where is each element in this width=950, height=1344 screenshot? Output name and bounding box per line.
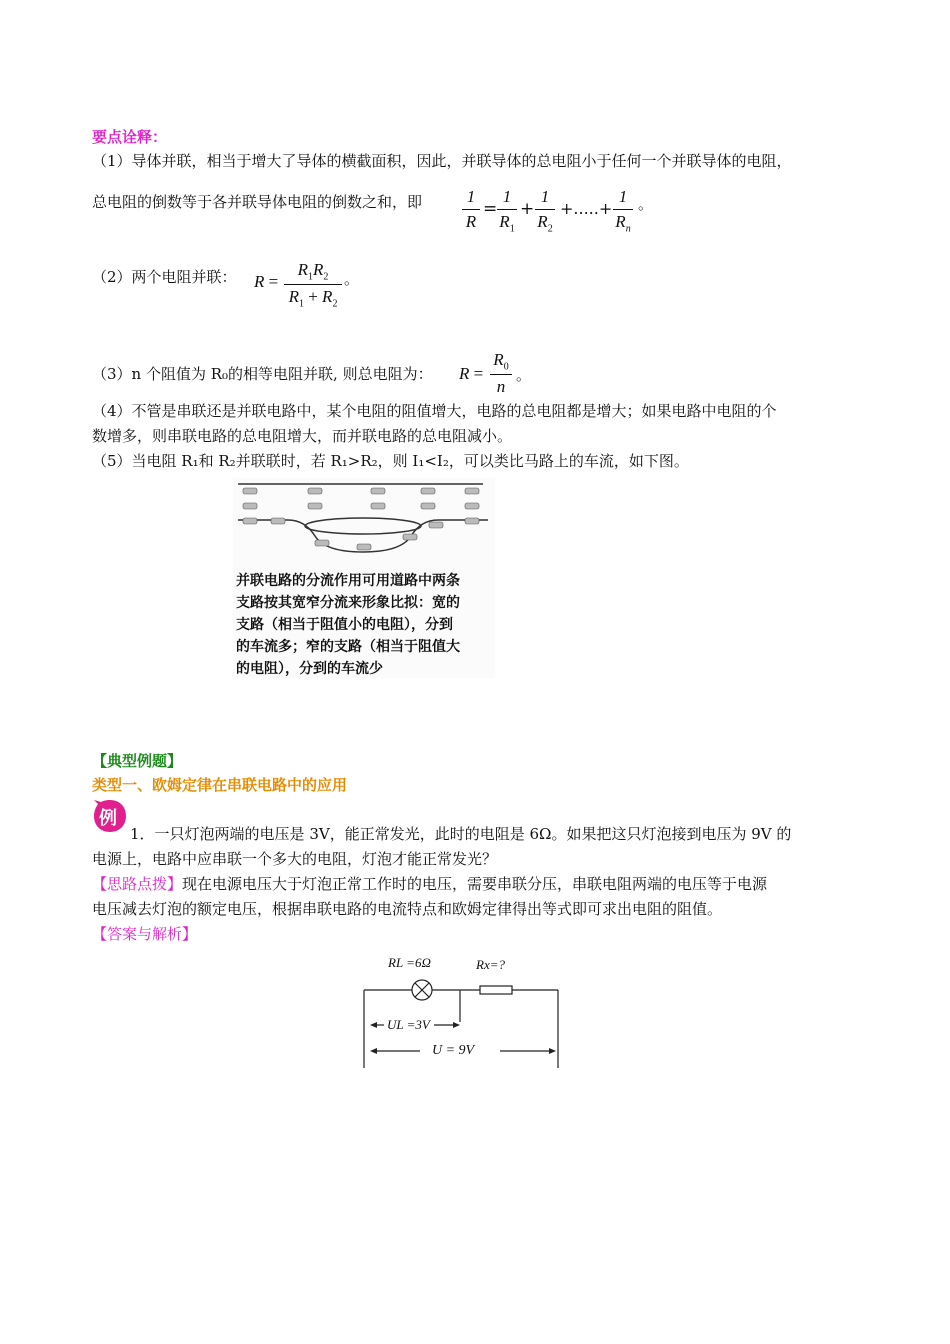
examples-heading: 【典型例题】 — [92, 752, 183, 770]
point-4-line-2: 数增多，则串联电路的总电阻增大，而并联电路的总电阻减小。 — [92, 427, 513, 445]
road-caption-line: 的车流多；窄的支路（相当于阻值大 — [236, 639, 460, 655]
answer-label: 【答案与解析】 — [92, 925, 198, 943]
point-2-text: （2）两个电阻并联： — [92, 268, 237, 286]
point-3-end: 。 — [516, 366, 532, 384]
road-caption-line: 支路（相当于阻值小的电阻），分到 — [236, 617, 453, 633]
point-1-line-1: （1）导体并联，相当于增大了导体的横截面积，因此，并联导体的总电阻小于任何一个并联导体的电阻， — [92, 152, 792, 170]
lamp-resistance-label: RL =6Ω — [388, 955, 431, 970]
example-badge-icon — [92, 798, 128, 834]
point-5-text: （5）当电阻 R₁和 R₂并联联时，若 R₁>R₂，则 I₁<I₂，可以类比马路上的车流，如下图。 — [92, 452, 689, 470]
road-caption-line: 的电阻），分到的车流少 — [236, 661, 383, 677]
key-points-heading: 要点诠释： — [92, 128, 168, 146]
road-analogy-figure — [233, 478, 495, 678]
question-line-1: 1．一只灯泡两端的电压是 3V，能正常发光，此时的电阻是 6Ω。如果把这只灯泡接到电压为 9V 的 — [130, 825, 792, 843]
example-badge-label: 例 — [99, 808, 117, 829]
hint-text: 现在电源电压大于灯泡正常工作时的电压，需要串联分压，串联电阻两端的电压等于电源 — [182, 875, 768, 893]
question-line-2: 电源上，电路中应串联一个多大的电阻，灯泡才能正常发光？ — [92, 850, 498, 868]
point-1-line-2: 总电阻的倒数等于各并联导体电阻的倒数之和，即 — [92, 193, 423, 211]
road-illustration — [233, 478, 495, 568]
unknown-resistance-label: Rx=? — [476, 957, 505, 972]
point-4-line-1: （4）不管是串联还是并联电路中，某个电阻的阻值增大，电路的总电阻都是增大；如果电路中电阻的个 — [92, 402, 777, 420]
point-1-end: 。 — [638, 195, 654, 213]
hint-label: 【思路点拨】 — [92, 875, 183, 893]
lamp-voltage-label: UL =3V — [387, 1017, 430, 1032]
hint-line-2: 电压减去灯泡的额定电压，根据串联电路的电流特点和欧姆定律得出等式即可求出电阻的阻值。 — [92, 900, 723, 918]
type-1-heading: 类型一、欧姆定律在串联电路中的应用 — [92, 776, 348, 794]
hint-line-1 — [92, 873, 767, 895]
road-caption-line: 并联电路的分流作用可用道路中两条 — [236, 573, 460, 589]
point-2-end: 。 — [344, 270, 360, 288]
road-caption-line: 支路按其宽窄分流来形象比拟：宽的 — [236, 595, 460, 611]
source-voltage-label: U = 9V — [432, 1043, 475, 1058]
circuit-diagram — [360, 952, 565, 1072]
point-3-text: （3）n 个阻值为 R₀的相等电阻并联, 则总电阻为： — [92, 365, 433, 383]
